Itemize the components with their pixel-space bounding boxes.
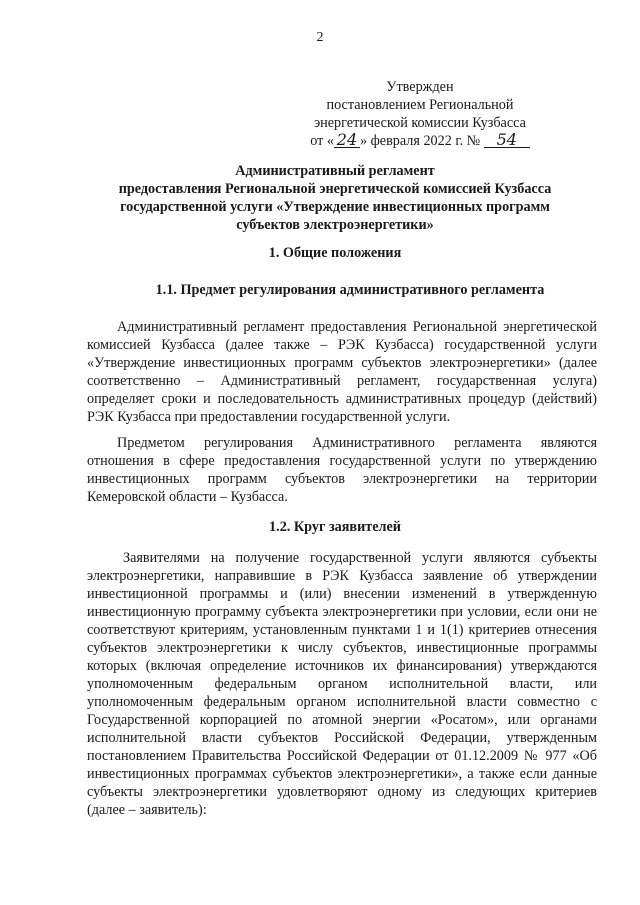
approval-line-2: постановлением Региональной <box>326 97 514 113</box>
handwritten-number: 54 <box>484 133 530 148</box>
page-number: 2 <box>316 30 324 45</box>
title-line-2: предоставления Региональной энергетической комиссией Кузбасса <box>118 181 552 197</box>
date-suffix: » февраля 2022 г. № <box>359 133 481 149</box>
title-line-1: Административный регламент <box>235 163 435 179</box>
date-prefix: от « <box>310 133 334 149</box>
section-1-1-heading: 1.1. Предмет регулирования административного регламента <box>155 282 545 298</box>
section-1-heading: 1. Общие положения <box>268 245 402 261</box>
approval-block <box>300 78 540 150</box>
approval-date-line <box>300 132 540 150</box>
paragraph-2: Предметом регулирования Административного регламента являются отношения в сфере предоставления государственной услуги по утверждению инвестиционных программ субъектов электроэнергетики на территории Кемеровской области – Кузбасса. <box>87 435 597 505</box>
paragraph-1: Административный регламент предоставления Региональной энергетической комиссией Кузбасса (далее также – РЭК Кузбасса) государственной услуги «Утверждение инвестиционных программ субъектов электроэнергетики» (далее соответственно – Административный регламент, государственная услуга) определяет сроки и последовательность административных процедур (действий) РЭК Кузбасса при предоставлении государственной услуги. <box>87 319 597 425</box>
document-title <box>60 162 610 234</box>
approval-line-1: Утвержден <box>386 79 454 95</box>
section-1-2-heading: 1.2. Круг заявителей <box>269 519 401 535</box>
approval-line-3: энергетической комиссии Кузбасса <box>314 115 526 131</box>
title-line-4: субъектов электроэнергетики» <box>236 217 434 233</box>
title-line-3: государственной услуги «Утверждение инвестиционных программ <box>120 199 550 215</box>
handwritten-day: 24 <box>334 133 360 148</box>
paragraph-3: Заявителями на получение государственной услуги являются субъекты электроэнергетики, направившие в РЭК Кузбасса заявление об утверждении инвестиционной программы и (или) внесении изменений в утвержденную инвестиционную программу субъекта электроэнергетики при условии, если они не соответствуют критериям, установленным пунктами 1 и 1(1) критериев отнесения субъектов электроэнергетики к числу субъектов, инвестиционные программы которых (включая определение источников их финансирования) утверждаются уполномоченным федеральным органом исполнительной власти, или уполномоченным федеральным органом исполнительной власти совместно с Государственной корпорацией по атомной энергии «Росатом», или органами исполнительной власти субъектов Российской Федерации, утвержденным постановлением Правительства Российской Федерации от 01.12.2009 № 977 «Об инвестиционных программах субъектов электроэнергетики», а также если данные субъекты электроэнергетики удовлетворяют одному из следующих критериев (далее – заявитель): <box>87 550 597 818</box>
